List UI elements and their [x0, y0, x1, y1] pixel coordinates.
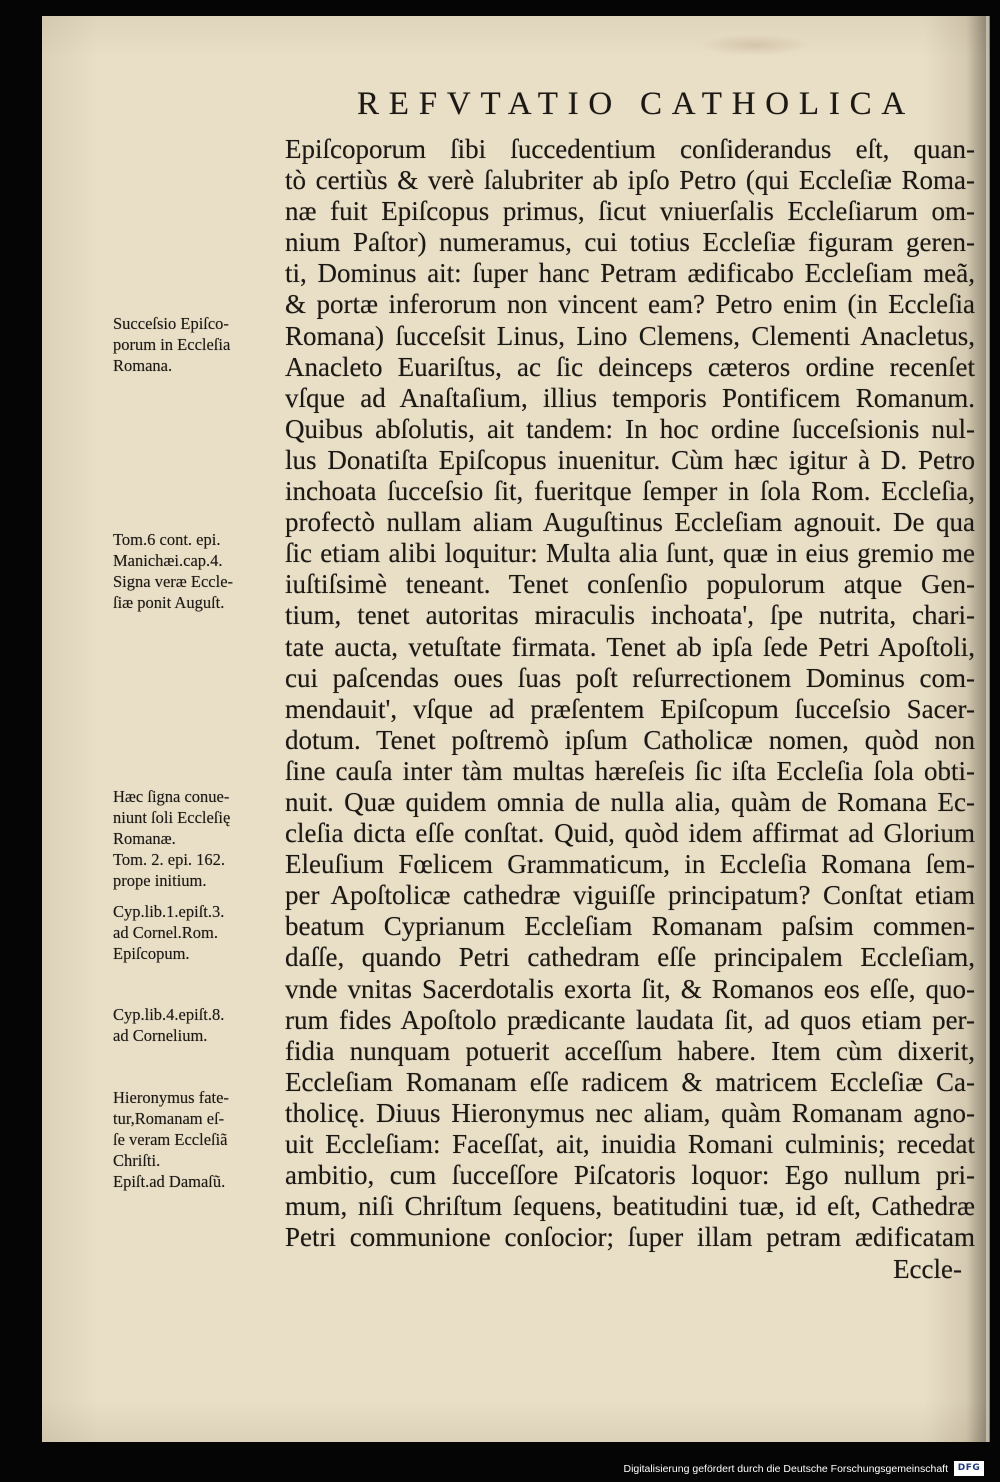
page-edge: [986, 16, 989, 1442]
running-head: REFVTATIO CATHOLICA: [357, 86, 915, 122]
marginal-note: [113, 786, 271, 891]
marginal-note-line: porum in Eccleſia: [113, 335, 231, 354]
marginal-note-line: Cyp.lib.4.epiſt.8.: [113, 1005, 225, 1024]
dfg-logo: DFG: [954, 1461, 984, 1476]
marginal-note-line: Signa veræ Eccle-: [113, 572, 234, 591]
body-line: nuit. Quæ quidem omnia de nulla alia, quàm de Romana Ec-: [285, 786, 975, 817]
catchword: Eccle-: [893, 1254, 962, 1284]
body-line: tò certiùs & verè ſalubriter ab ipſo Petro (qui Eccleſiæ Roma-: [285, 165, 975, 196]
marginal-note-line: Cyp.lib.1.epiſt.3.: [113, 902, 225, 921]
marginal-note-line: ſiæ ponit Auguſt.: [113, 593, 225, 612]
body-line: daſſe, quando Petri cathedram eſſe principalem Eccleſiam,: [285, 942, 975, 973]
ink-bleed-stain: [700, 34, 810, 56]
body-line: Eccleſiam Romanam eſſe radicem & matricem Eccleſiæ Ca-: [285, 1066, 975, 1097]
body-line: fidia nunquam potuerit acceſſum habere. Item cùm dixerit,: [285, 1035, 975, 1066]
body-line: vnde vnitas Sacerdotalis exorta ſit, & Romanos eos eſſe, quo-: [285, 973, 975, 1004]
body-line: Anacleto Euariſtus, ac ſic deinceps cæteros ordine recenſet: [285, 351, 975, 382]
body-line: Petri communione conſocior; ſuper illam petram ædificatam: [285, 1222, 975, 1253]
body-line: cui paſcendas oues ſuas poſt reſurrectionem Dominus com-: [285, 662, 975, 693]
marginal-note: [113, 1004, 271, 1046]
body-line: inchoata ſucceſsio ſit, fueritque ſemper in ſola Rom. Eccleſia,: [285, 476, 975, 507]
marginal-note: [113, 529, 271, 613]
funding-note: Digitalisierung gefördert durch die Deutsche Forschungsgemeinschaft: [623, 1463, 948, 1475]
marginal-note: [113, 901, 271, 964]
body-text: [285, 134, 975, 1253]
marginal-note-line: ad Cornelium.: [113, 1026, 208, 1045]
body-line: lus Donatiſta Epiſcopus inuenitur. Cùm hæc igitur à D. Petro: [285, 444, 975, 475]
body-line: Eleuſium Fœlicem Grammaticum, in Eccleſia Romana ſem-: [285, 849, 975, 880]
body-line: tholicę. Diuus Hieronymus nec aliam, quàm Romanam agno-: [285, 1097, 975, 1128]
body-line: ambitio, cum ſucceſſore Piſcatoris loquor: Ego nullum pri-: [285, 1160, 975, 1191]
body-line: tium, tenet autoritas miraculis inchoata', ſpe nutrita, chari-: [285, 600, 975, 631]
body-line: iuſtiſsimè teneant. Tenet conſenſio populorum atque Gen-: [285, 569, 975, 600]
body-line: ſic etiam alibi loquitur: Multa alia ſunt, quæ in eius gremio me: [285, 538, 975, 569]
body-line: beatum Cyprianum Eccleſiam Romanam paſsim commen-: [285, 911, 975, 942]
body-line: næ fuit Epiſcopus primus, ſicut vniuerſalis Eccleſiarum om-: [285, 196, 975, 227]
body-line: profectò nullam aliam Auguſtinus Eccleſiam agnouit. De qua: [285, 507, 975, 538]
body-line: ſine cauſa inter tàm multas hæreſeis ſic iſta Eccleſia ſola obti-: [285, 755, 975, 786]
marginal-note: [113, 313, 271, 376]
marginal-note-line: Hieronymus fate-: [113, 1088, 229, 1107]
marginal-note-line: Romanæ.: [113, 829, 176, 848]
body-line: uit Eccleſiam: Faceſſat, ait, inuidia Romani culminis; recedat: [285, 1129, 975, 1159]
marginal-note-line: ad Cornel.Rom.: [113, 923, 218, 942]
body-line: per Apoſtolicæ cathedræ viguiſſe principatum? Conſtat etiam: [285, 880, 975, 911]
body-line: ti, Dominus ait: ſuper hanc Petram ædificabo Eccleſiam meã,: [285, 258, 975, 289]
marginal-note-line: Epiſt.ad Damaſũ.: [113, 1172, 226, 1191]
marginal-note-line: tur,Romanam eſ-: [113, 1109, 225, 1128]
marginal-note-line: Chriſti.: [113, 1151, 161, 1170]
marginal-note: [113, 1087, 271, 1192]
body-line: Quibus abſolutis, ait tandem: In hoc ordine ſucceſsionis nul-: [285, 413, 975, 444]
marginal-note-line: Succeſsio Epiſco-: [113, 314, 229, 333]
body-line: vſque ad Anaſtaſium, illius temporis Pontificem Romanum.: [285, 382, 975, 413]
marginal-note-line: ſe veram Eccleſiã: [113, 1130, 228, 1149]
body-line: Romana) ſucceſsit Linus, Lino Clemens, Clementi Anacletus,: [285, 320, 975, 351]
body-line: rum fides Apoſtolo prædicante laudata ſit, ad quos etiam per-: [285, 1004, 975, 1035]
marginal-note-line: niunt ſoli Eccleſię: [113, 808, 231, 827]
body-line: mendauit', vſque ad præſentem Epiſcopum ſucceſsio Sacer-: [285, 693, 975, 724]
marginal-note-line: Tom. 2. epi. 162.: [113, 850, 226, 869]
marginal-note-line: Manichæi.cap.4.: [113, 551, 223, 570]
body-line: Epiſcoporum ſibi ſuccedentium conſiderandus eſt, quan-: [285, 134, 975, 164]
marginal-note-line: Epiſcopum.: [113, 944, 190, 963]
body-line: dotum. Tenet poſtremò ipſum Catholicæ nomen, quòd non: [285, 724, 975, 755]
marginal-note-line: prope initium.: [113, 871, 207, 890]
body-line: nium Paſtor) numeramus, cui totius Eccleſiæ figuram geren-: [285, 227, 975, 258]
body-line: mum, niſi Chriſtum ſequens, beatitudini tuæ, id eſt, Cathedræ: [285, 1191, 975, 1222]
marginal-note-line: Romana.: [113, 356, 173, 375]
marginal-note-line: Tom.6 cont. epi.: [113, 530, 221, 549]
body-line: & portæ inferorum non vincent eam? Petro enim (in Eccleſia: [285, 289, 975, 320]
marginal-note-line: Hæc ſigna conue-: [113, 787, 230, 806]
body-line: tate aucta, vetuſtate firmata. Tenet ab ipſa ſede Petri Apoſtoli,: [285, 631, 975, 662]
body-line: cleſia dicta eſſe conſtat. Quid, quòd idem affirmat ad Glorium: [285, 818, 975, 849]
